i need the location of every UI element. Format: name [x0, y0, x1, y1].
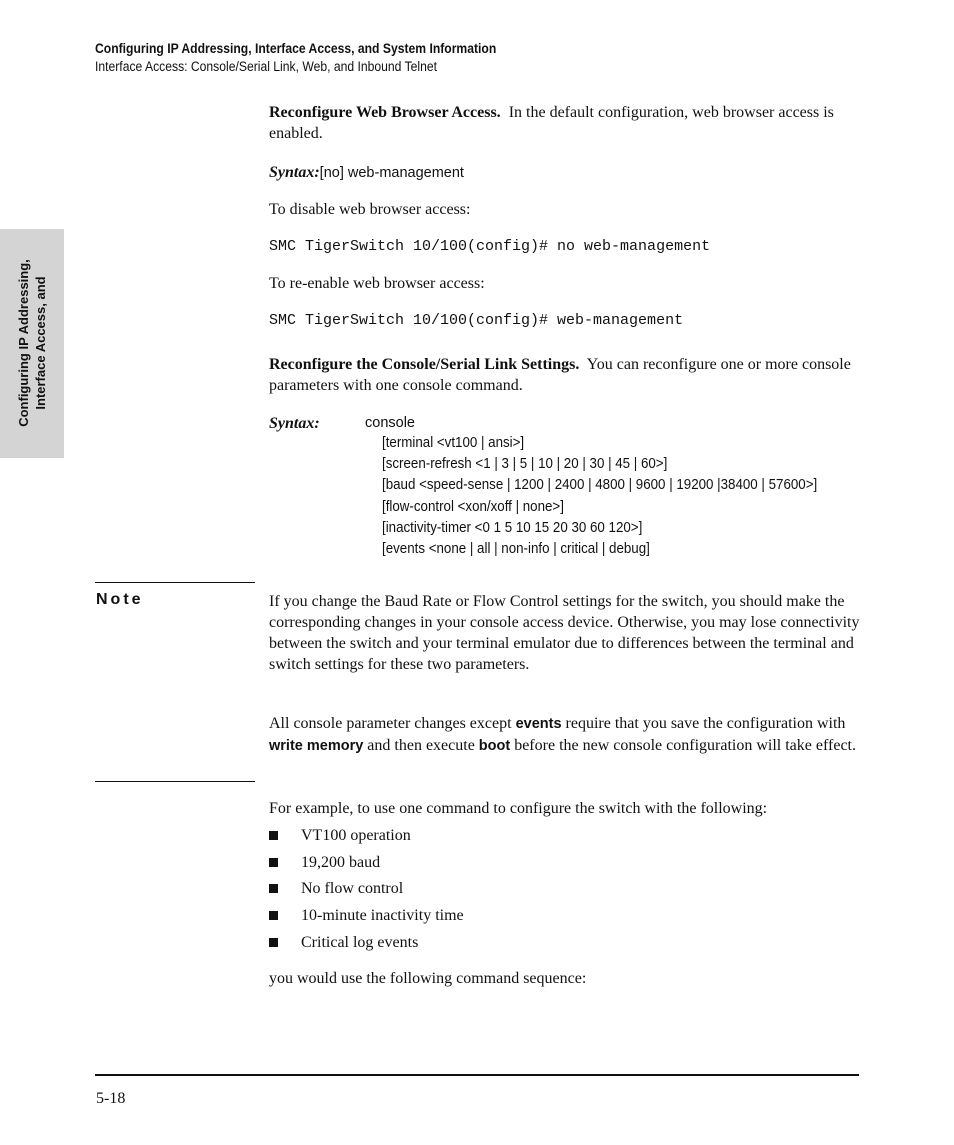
- enable-web-command: SMC TigerSwitch 10/100(config)# web-management: [269, 312, 684, 329]
- bullet-square-icon: [269, 831, 278, 840]
- console-syntax-label: Syntax:: [269, 415, 320, 432]
- page-number: 5-18: [96, 1090, 126, 1107]
- list-item-text: Critical log events: [301, 933, 419, 951]
- side-tab-line-1: Configuring IP Addressing,: [16, 259, 31, 427]
- list-item: [269, 852, 464, 879]
- note-paragraph-2: [269, 713, 861, 757]
- example-bullet-list: [269, 825, 464, 958]
- note-top-rule: [95, 582, 255, 583]
- disable-web-text: To disable web browser access:: [269, 201, 471, 218]
- console-option: [flow-control <xon/xoff | none>]: [382, 498, 564, 515]
- note-text-segment: require that you save the configuration with: [561, 715, 846, 732]
- console-settings-text: You can reconfigure one or more console parameters with one console command.: [269, 356, 851, 394]
- console-option: [inactivity-timer <0 1 5 10 15 20 30 60 120>]: [382, 519, 643, 536]
- running-header-title: Configuring IP Addressing, Interface Access, and System Information: [95, 41, 497, 56]
- list-item-text: 10-minute inactivity time: [301, 907, 464, 925]
- note-text-segment: before the new console configuration will take effect.: [510, 737, 856, 754]
- console-options-list: [382, 433, 817, 560]
- console-syntax-line: [269, 413, 861, 434]
- footer-rule: [95, 1074, 859, 1076]
- list-item: [269, 878, 464, 905]
- list-item: [269, 905, 464, 932]
- bullet-square-icon: [269, 884, 278, 893]
- console-settings-heading: Reconfigure the Console/Serial Link Settings.: [269, 356, 580, 373]
- bullet-square-icon: [269, 858, 278, 867]
- chapter-side-tab: [0, 229, 64, 458]
- chapter-side-tab-label: [15, 229, 49, 458]
- enable-web-text: To re-enable web browser access:: [269, 275, 485, 292]
- note-paragraph-1: If you change the Baud Rate or Flow Control settings for the switch, you should make the corresponding changes in your console access device. Otherwise, you may lose connectivity between the switch and your terminal emulator due to differences between the terminal and switch settings for these two parameters.: [269, 593, 860, 673]
- note-label: Note: [96, 591, 144, 608]
- console-option: [events <none | all | non-info | critical | debug]: [382, 541, 650, 558]
- console-option: [baud <speed-sense | 1200 | 2400 | 4800 | 9600 | 19200 |38400 | 57600>]: [382, 477, 818, 494]
- keyword-boot: boot: [478, 738, 511, 754]
- web-syntax-line: [269, 162, 861, 184]
- console-option: [screen-refresh <1 | 3 | 5 | 10 | 20 | 30 | 45 | 60>]: [382, 456, 668, 473]
- console-option: [terminal <vt100 | ansi>]: [382, 435, 525, 451]
- console-syntax-command: console: [365, 415, 415, 431]
- console-settings-paragraph: [269, 354, 861, 396]
- web-access-heading: Reconfigure Web Browser Access.: [269, 104, 501, 121]
- list-item-text: 19,200 baud: [301, 853, 381, 871]
- example-intro: For example, to use one command to configure the switch with the following:: [269, 800, 768, 817]
- bullet-square-icon: [269, 911, 278, 920]
- bullet-square-icon: [269, 938, 278, 947]
- example-outro: you would use the following command sequence:: [269, 970, 587, 987]
- keyword-write-memory: write memory: [269, 738, 364, 754]
- list-item-text: No flow control: [301, 880, 404, 898]
- web-access-paragraph: [269, 102, 861, 144]
- keyword-events: events: [515, 716, 562, 732]
- web-access-text: In the default configuration, web browser access is enabled.: [269, 104, 834, 142]
- web-syntax-label: Syntax:: [269, 164, 320, 181]
- list-item: [269, 932, 464, 959]
- side-tab-line-2: Interface Access, and: [33, 276, 48, 410]
- disable-web-command: SMC TigerSwitch 10/100(config)# no web-management: [269, 238, 711, 255]
- running-header-subtitle: Interface Access: Console/Serial Link, Web, and Inbound Telnet: [95, 59, 437, 74]
- web-syntax-command: [no] web-management: [319, 165, 464, 181]
- list-item: [269, 825, 464, 852]
- note-bottom-rule: [95, 781, 255, 782]
- note-text-segment: and then execute: [363, 737, 479, 754]
- list-item-text: VT100 operation: [301, 827, 411, 844]
- note-text-segment: All console parameter changes except: [269, 715, 516, 732]
